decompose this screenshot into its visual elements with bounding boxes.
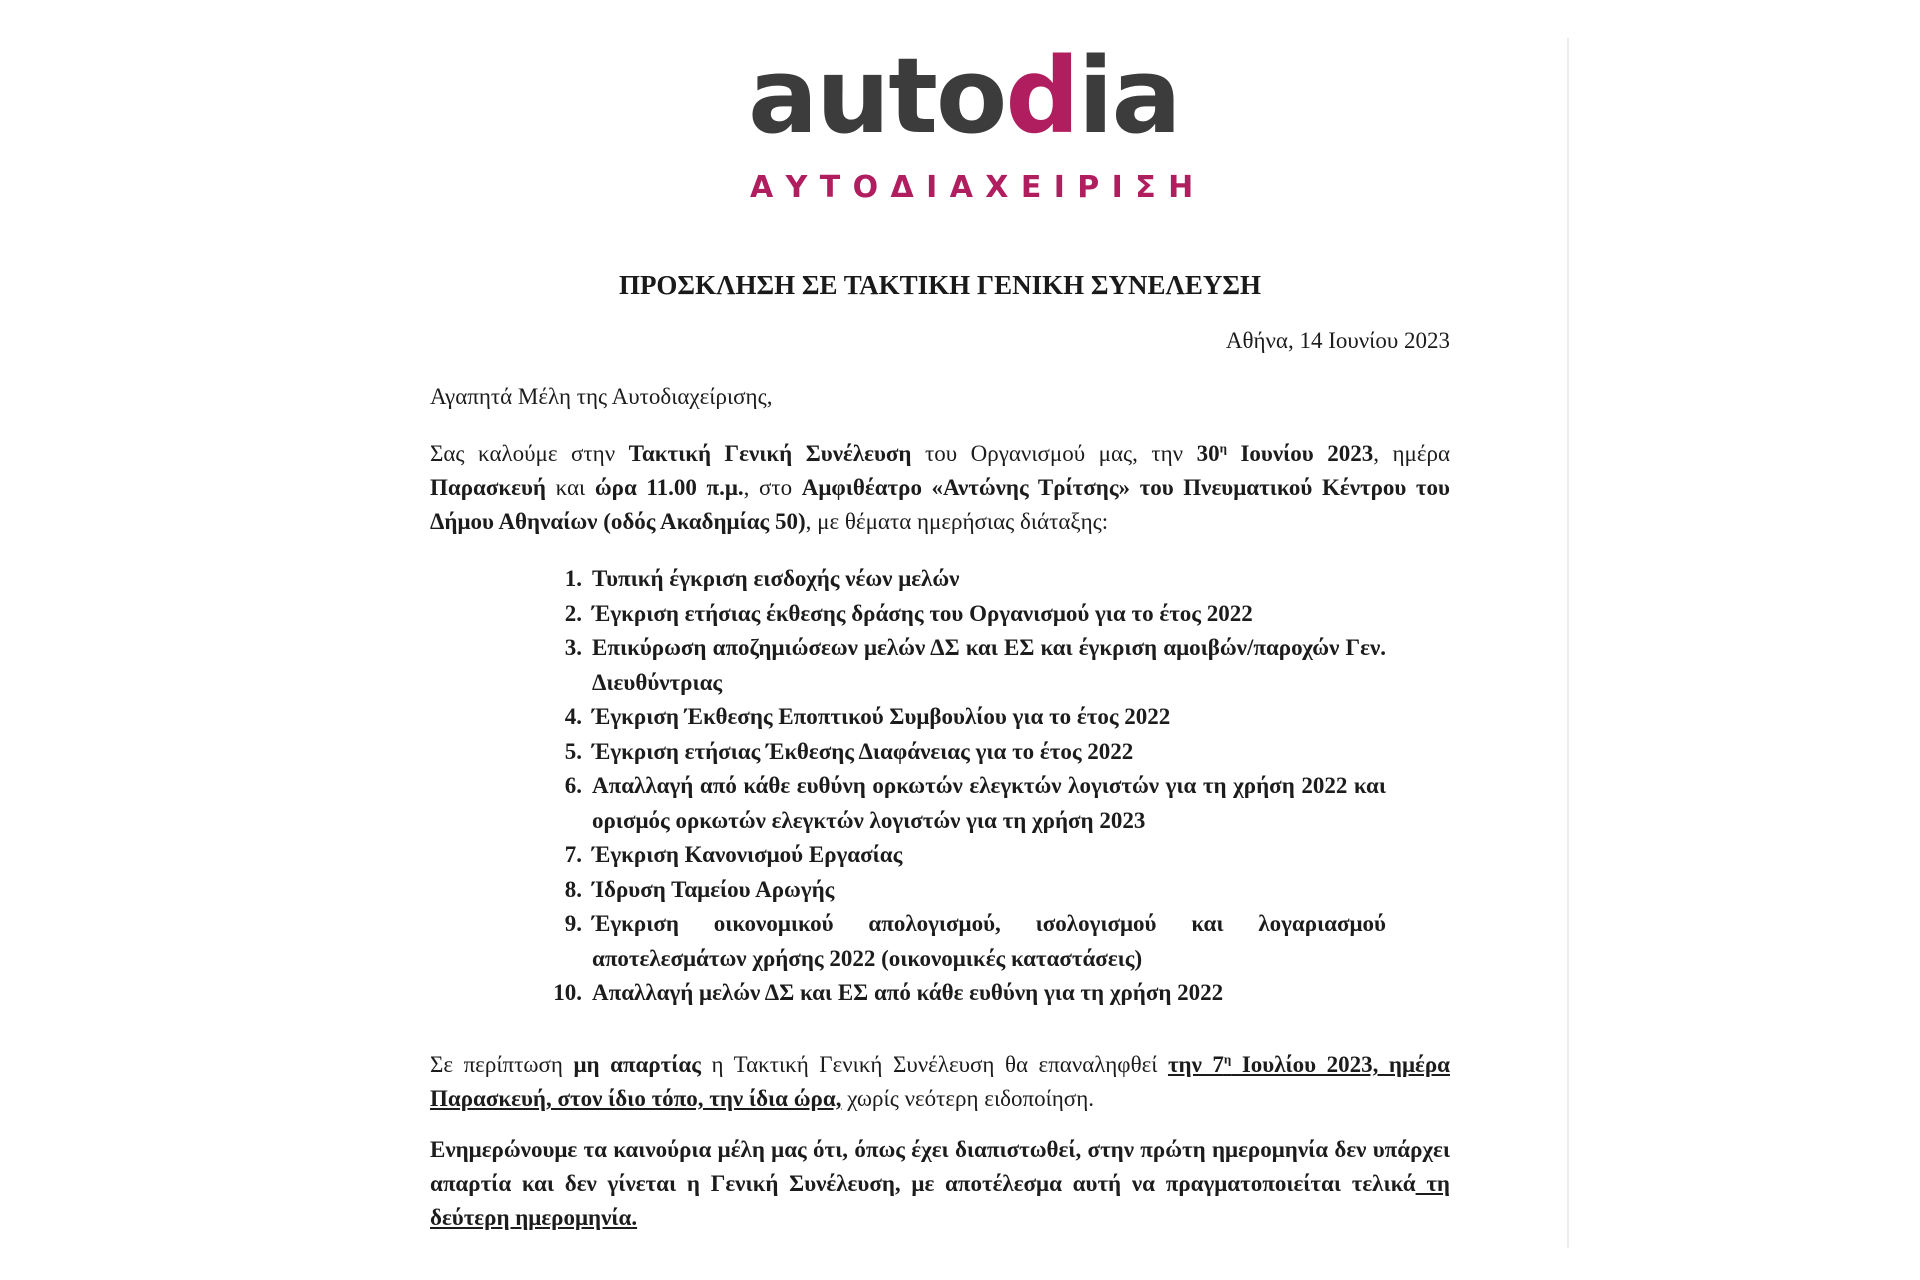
notice-paragraph xyxy=(430,1133,1450,1235)
logo-subtitle: ΑΥΤΟΔΙΑΧΕΙΡΙΣΗ xyxy=(750,170,1206,205)
quorum-paragraph xyxy=(430,1048,1450,1116)
agenda-item-number: 9. xyxy=(564,911,582,936)
intro-bold-time: ώρα 11.00 π.μ. xyxy=(594,475,744,500)
intro-text-6: , με θέματα ημερήσιας διάταξης: xyxy=(805,509,1109,534)
intro-text-2: του Οργανισμού μας, την xyxy=(911,441,1197,466)
intro-paragraph xyxy=(430,437,1450,539)
agenda-item-text: Απαλλαγή από κάθε ευθύνη ορκωτών ελεγκτών λογιστών για τη χρήση 2022 και ορισμός ορκωτών ελεγκτών λογιστών για τη χρήση 2023 xyxy=(592,773,1386,833)
agenda-item-text: Ίδρυση Ταμείου Αρωγής xyxy=(592,876,835,902)
agenda-item-number: 3. xyxy=(564,635,582,660)
document-date: Αθήνα, 14 Ιουνίου 2023 xyxy=(1225,328,1450,353)
quorum-bold: μη απαρτίας xyxy=(573,1052,701,1077)
autodia-logo xyxy=(748,35,1206,214)
agenda-item xyxy=(546,562,1386,597)
logo-word-accent: d xyxy=(1005,35,1078,157)
document-title: ΠΡΟΣΚΛΗΣΗ ΣΕ ΤΑΚΤΙΚΗ ΓΕΝΙΚΗ ΣΥΝΕΛΕΥΣΗ xyxy=(618,270,1262,300)
agenda-item-text: Έγκριση Έκθεσης Εποπτικού Συμβουλίου για το έτος 2022 xyxy=(592,704,1171,729)
notice-underlined: τη δεύτερη ημερομηνία. xyxy=(430,1171,1450,1230)
agenda-item-number: 2. xyxy=(564,600,582,626)
intro-date-sup: η xyxy=(1219,440,1227,456)
agenda-item xyxy=(546,976,1386,1011)
agenda-item-text: Έγκριση ετήσιας έκθεσης δράσης του Οργανισμού για το έτος 2022 xyxy=(592,600,1253,626)
agenda-item xyxy=(546,735,1386,770)
agenda-item xyxy=(546,597,1386,632)
agenda-item-text: Έγκριση οικονομικού απολογισμού, ισολογισμού και λογαριασμού αποτελεσμάτων χρήσης 2022 (οικονομικές καταστάσεις) xyxy=(592,911,1386,971)
agenda-item xyxy=(546,838,1386,873)
intro-bold-day: Παρασκευή xyxy=(430,475,546,500)
intro-bold-venue: Αμφιθέατρο «Αντώνης Τρίτσης» του Πνευματικού Κέντρου του Δήμου Αθηναίων (οδός Ακαδημίας 50) xyxy=(430,475,1450,534)
agenda-item-number: 8. xyxy=(564,876,582,902)
agenda-item xyxy=(546,873,1386,908)
quorum-date-sup: η xyxy=(1223,1051,1232,1067)
agenda-item-number: 1. xyxy=(564,566,582,591)
greeting: Αγαπητά Μέλη της Αυτοδιαχείρισης, xyxy=(430,384,773,409)
logo-wordmark xyxy=(748,35,1180,164)
logo-word-part-2: ia xyxy=(1077,35,1180,157)
intro-text-5: , στο xyxy=(743,475,802,500)
intro-bold-1: Τακτική Γενική Συνέλευση xyxy=(628,441,912,466)
page-edge-line xyxy=(1567,38,1569,1248)
quorum-text-3: χωρίς νεότερη ειδοποίηση. xyxy=(841,1086,1094,1111)
agenda-list xyxy=(546,562,1386,1011)
agenda-item xyxy=(546,700,1386,735)
logo-word-part-1: auto xyxy=(748,35,1006,157)
intro-bold-date xyxy=(1197,441,1374,466)
intro-text-3: , ημέρα xyxy=(1373,441,1451,466)
agenda-item xyxy=(546,631,1386,700)
quorum-text-2: η Τακτική Γενική Συνέλευση θα επαναληφθεί xyxy=(700,1052,1168,1077)
agenda-item xyxy=(546,769,1386,838)
agenda-item-text: Έγκριση ετήσιας Έκθεσης Διαφάνειας για το έτος 2022 xyxy=(592,738,1134,764)
intro-date-day: 30 xyxy=(1196,441,1220,466)
intro-text-1: Σας καλούμε στην xyxy=(430,441,629,466)
agenda-item-number: 10. xyxy=(553,980,582,1005)
notice-text: Ενημερώνουμε τα καινούρια μέλη μας ότι, όπως έχει διαπιστωθεί, στην πρώτη ημερομηνία δεν υπάρχει απαρτία και δεν γίνεται η Γενική Συνέλευση, με αποτέλεσμα αυτή να πραγματοποιείται τελικά xyxy=(430,1137,1450,1196)
agenda-item-text: Απαλλαγή μελών ΔΣ και ΕΣ από κάθε ευθύνη για τη χρήση 2022 xyxy=(592,980,1224,1005)
intro-text-4: και xyxy=(545,475,595,500)
agenda-item xyxy=(546,907,1386,976)
intro-date-rest: Ιουνίου 2023 xyxy=(1226,441,1374,466)
agenda-item-text: Έγκριση Κανονισμού Εργασίας xyxy=(592,842,903,867)
agenda-item-number: 5. xyxy=(564,738,582,764)
agenda-item-number: 7. xyxy=(564,842,582,867)
agenda-item-text: Τυπική έγκριση εισδοχής νέων μελών xyxy=(592,566,960,591)
quorum-date-b: Ιουλίου 2023, ημέρα Παρασκευή, στον ίδιο τόπο, την ίδια ώρα, xyxy=(430,1052,1450,1111)
agenda-item-number: 4. xyxy=(564,704,582,729)
agenda-item-text: Επικύρωση αποζημιώσεων μελών ΔΣ και ΕΣ και έγκριση αμοιβών/παροχών Γεν. Διευθύντριας xyxy=(592,635,1386,695)
agenda-item-number: 6. xyxy=(564,773,582,798)
quorum-text-1: Σε περίπτωση xyxy=(430,1052,574,1077)
quorum-date-a: την 7 xyxy=(1167,1052,1224,1077)
